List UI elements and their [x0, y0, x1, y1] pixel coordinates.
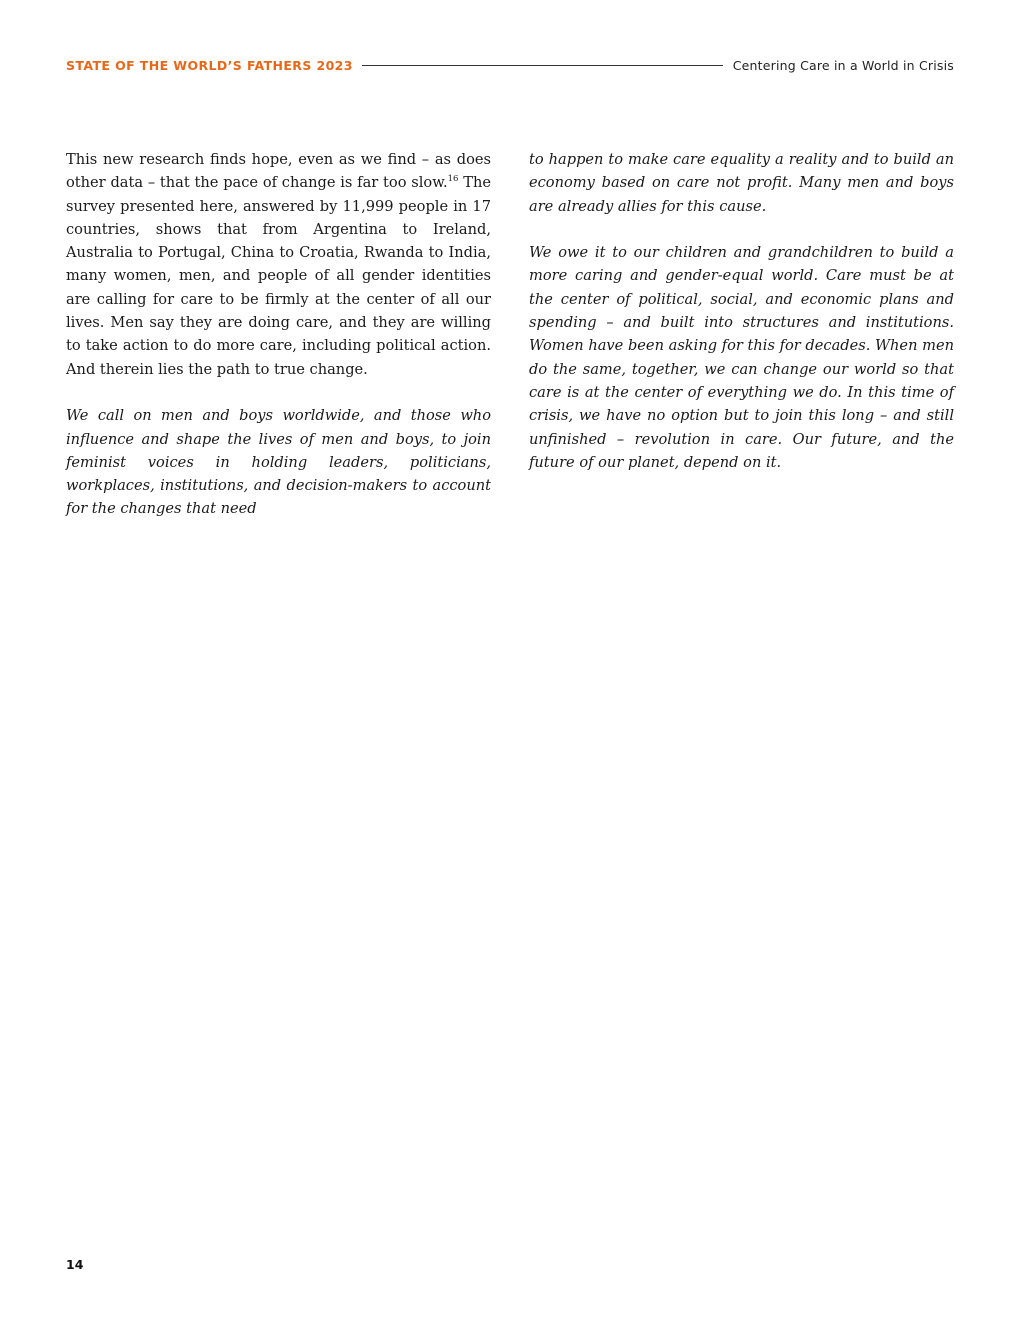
right-column — [529, 148, 954, 497]
left-paragraph-1-text-a: This new research finds hope, even as we find – as does other data – that the pace of change is far too slow. — [66, 151, 491, 192]
page-header — [66, 56, 954, 74]
left-paragraph-1 — [66, 148, 491, 381]
report-subtitle: Centering Care in a World in Crisis — [732, 57, 954, 73]
left-paragraph-1-text-b: The survey presented here, answered by 11,999 people in 17 countries, shows that from Argentina to Ireland, Australia to Portugal, China to Croatia, Rwanda to India, many women, men, and people of all gender identities are calling for care to be firmly at the center of all our lives. Men say they are doing care, and they are willing to take action to do more care, including political action. And therein lies the path to true change. — [66, 174, 491, 378]
right-paragraph-2: We owe it to our children and grandchildren to build a more caring and gender-equal world. Care must be at the center of political, social, and economic plans and spending – and built into structures and institutions. Women have been asking for this for decades. When men do the same, together, we can change our world so that care is at the center of everything we do. In this time of crisis, we have no option but to join this long – and still unfinished – revolution in care. Our future, and the future of our planet, depend on it. — [529, 244, 954, 471]
footnote-reference[interactable]: 16 — [447, 174, 459, 185]
left-column — [66, 148, 491, 544]
page-number: 14 — [66, 1257, 84, 1272]
header-divider — [362, 65, 723, 66]
right-paragraph-1: to happen to make care equality a reality and to build an economy based on care not profit. Many men and boys are already allies for this cause. — [529, 151, 954, 215]
report-title: STATE OF THE WORLD’S FATHERS 2023 — [66, 57, 353, 73]
left-paragraph-2: We call on men and boys worldwide, and those who influence and shape the lives of men and boys, to join feminist voices in holding leaders, politicians, workplaces, institutions, and decision-makers to account for the changes that need — [66, 407, 491, 518]
